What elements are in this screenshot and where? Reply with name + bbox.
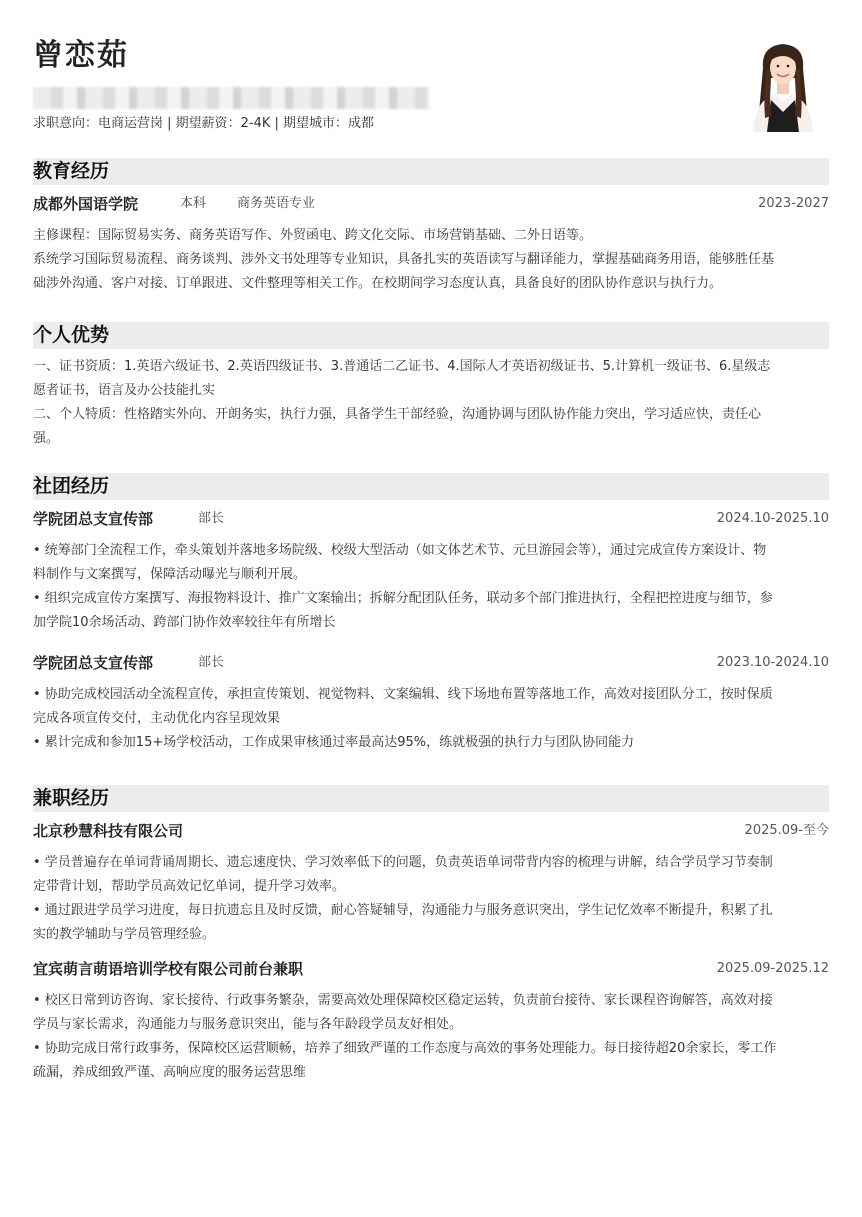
bullet-line: 定带背计划，帮助学员高效记忆单词，提升学习效率。	[33, 879, 346, 894]
education-desc-line: 系统学习国际贸易流程、商务谈判、涉外文书处理等专业知识，具备扎实的英语读写与翻译能力，掌握基础商务用语，能够胜任基	[33, 252, 775, 267]
bullet-line: • 协助完成日常行政事务，保障校区运营顺畅，培养了细致严谨的工作态度与高效的事务处理能力。每日接待超20余家长，零工作	[33, 1041, 777, 1056]
club-section	[33, 473, 829, 755]
strength-line: 二、个人特质：性格踏实外向、开朗务实，执行力强，具备学生干部经验，沟通协调与团队协作能力突出，学习适应快，责任心	[33, 407, 762, 422]
bullet-line: 加学院10余场活动、跨部门协作效率较往年有所增长	[33, 615, 336, 630]
strength-line: 一、证书资质：1.英语六级证书、2.英语四级证书、3.普通话二乙证书、4.国际人才英语初级证书、5.计算机一级证书、6.星级志	[33, 359, 771, 374]
section-header-bar	[33, 158, 829, 185]
date-range: 2025.09-至今	[744, 823, 829, 838]
major: 商务英语专业	[237, 196, 316, 211]
resume-header	[33, 32, 829, 142]
education-section	[33, 158, 829, 296]
job-section	[33, 785, 829, 1085]
bullet-line: • 累计完成和参加15+场学校活动，工作成果审核通过率最高达95%，练就极强的执行力与团队协同能力	[33, 735, 635, 750]
bullet-line: 实的教学辅助与学员管理经验。	[33, 927, 216, 942]
bullet-line: 学员与家长需求，沟通能力与服务意识突出，能与各年龄段学员友好相处。	[33, 1017, 463, 1032]
degree: 本科	[180, 196, 207, 211]
club-role: 部长	[198, 655, 225, 670]
courses-text: 主修课程：国际贸易实务、商务英语写作、外贸函电、跨文化交际、市场营销基础、二外日语等。	[33, 228, 593, 243]
club-org: 学院团总支宣传部	[33, 510, 154, 528]
section-title: 个人优势	[33, 324, 110, 346]
job-intent: 求职意向：电商运营岗 | 期望薪资：2-4K | 期望城市：成都	[33, 116, 375, 131]
section-header-bar	[33, 473, 829, 500]
education-desc-line: 础涉外沟通、客户对接、订单跟进、文件整理等相关工作。在校期间学习态度认真，具备良好的团队协作意识与执行力。	[33, 276, 723, 291]
job-entry-header	[33, 957, 829, 981]
date-range: 2023-2027	[758, 196, 829, 211]
avatar	[745, 38, 821, 132]
bullet-line: 疏漏，养成细致严谨、高响应度的服务运营思维	[33, 1065, 307, 1080]
education-entry	[33, 192, 829, 216]
job-entry-header	[33, 819, 829, 843]
candidate-name: 曾恋茹	[33, 38, 129, 73]
bullet-line: 料制作与文案撰写，保障活动曝光与顺利开展。	[33, 567, 307, 582]
avatar-photo-icon	[745, 38, 821, 132]
bullet-line: • 统筹部门全流程工作，牵头策划并落地多场院级、校级大型活动（如文体艺术节、元旦游园会等），通过完成宣传方案设计、物	[33, 543, 767, 558]
club-entry-header	[33, 651, 829, 675]
club-entry-header	[33, 507, 829, 531]
bullet-line: • 协助完成校园活动全流程宣传，承担宣传策划、视觉物料、文案编辑、线下场地布置等落地工作，高效对接团队分工，按时保质	[33, 687, 773, 702]
contact-info-redacted	[33, 87, 430, 109]
section-title: 教育经历	[33, 160, 110, 182]
club-org: 学院团总支宣传部	[33, 654, 154, 672]
strengths-section	[33, 322, 829, 451]
section-header-bar	[33, 785, 829, 812]
section-title: 兼职经历	[33, 787, 110, 809]
company-name: 宜宾萌言萌语培训学校有限公司前台兼职	[33, 960, 304, 978]
club-role: 部长	[198, 511, 225, 526]
date-range: 2024.10-2025.10	[716, 511, 829, 526]
bullet-line: • 校区日常到访咨询、家长接待、行政事务繁杂，需要高效处理保障校区稳定运转，负责前台接待、家长课程咨询解答，高效对接	[33, 993, 773, 1008]
date-range: 2023.10-2024.10	[716, 655, 829, 670]
company-name: 北京秒慧科技有限公司	[33, 822, 184, 840]
bullet-line: 完成各项宣传交付，主动优化内容呈现效果	[33, 711, 281, 726]
school-name: 成都外国语学院	[33, 195, 139, 213]
bullet-line: • 通过跟进学员学习进度，每日抗遗忘且及时反馈，耐心答疑辅导，沟通能力与服务意识突出，学生记忆效率不断提升，积累了扎	[33, 903, 773, 918]
section-title: 社团经历	[33, 475, 110, 497]
date-range: 2025.09-2025.12	[716, 961, 829, 976]
strength-line: 愿者证书，语言及办公技能扎实	[33, 383, 216, 398]
bullet-line: • 学员普遍存在单词背诵周期长、遗忘速度快、学习效率低下的问题，负责英语单词带背内容的梳理与讲解，结合学员学习节奏制	[33, 855, 773, 870]
section-header-bar	[33, 322, 829, 349]
strength-line: 强。	[33, 431, 60, 446]
bullet-line: • 组织完成宣传方案撰写、海报物料设计、推广文案输出；拆解分配团队任务，联动多个部门推进执行，全程把控进度与细节，参	[33, 591, 773, 606]
